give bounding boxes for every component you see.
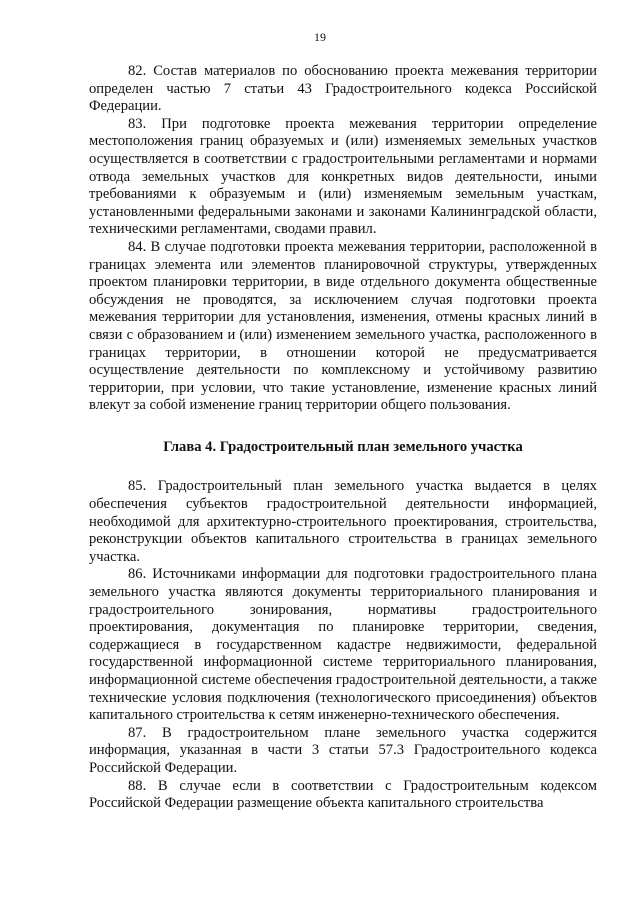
paragraph-number: 82. [128,63,147,79]
paragraph-number: 88. [128,777,147,794]
paragraph-text: В случае подготовки проекта межевания территории, расположенной в границах элемента или элементов планировочной структуры, утвержденных проектом планировки территории, в виде отдельного документа общественные обсуждения не проводятся, за исключением случая подготовки проекта межевания территории для установления, изменения, отмены красных линий в связи с образованием и (или) изменением земельного участка, расположенного в границах территории, в отношении которой не предусматривается осуществление деятельности по комплексному и устойчивому развитию территории, при условии, что такие установление, изменение красных линий влекут за собой изменение границ территории общего пользования. [89,238,597,414]
paragraph-84 [89,239,597,415]
paragraph-87 [89,725,597,778]
paragraph-number: 84. [128,238,147,255]
document-body [89,63,597,813]
paragraph-83 [89,116,597,239]
paragraph-85 [89,478,597,566]
paragraph-text: Состав материалов по обоснованию проекта межевания территории определен частью 7 статьи 43 Градостроительного кодекса Российской Федерации. [89,63,597,115]
paragraph-number: 83. [128,115,147,132]
paragraph-number: 87. [128,724,147,741]
paragraph-82 [89,63,597,116]
paragraph-88 [89,778,597,813]
paragraph-text: Источниками информации для подготовки градостроительного плана земельного участка являются документы территориального планирования и градостроительного зонирования, нормативы градостроительного проектирования, документация по планировке территории, сведения, содержащиеся в государственном кадастре недвижимости, федеральной государственной информационной системе территориального планирования, информационной системе обеспечения градостроительной деятельности, а также технические условия подключения (технологического присоединения) объектов капитального строительства к сетям инженерно-технического обеспечения. [89,566,598,724]
paragraph-text: Градостроительный план земельного участка выдается в целях обеспечения субъектов градостроительной деятельности информацией, необходимой для архитектурно-строительного проектирования, строительства, реконструкции объектов капитального строительства в границах земельного участка. [89,478,597,565]
paragraph-text: В случае если в соответствии с Градостроительным кодексом Российской Федерации размещение объекта капитального строительства [89,777,597,812]
paragraph-86 [89,566,597,724]
paragraph-number: 86. [128,566,147,583]
page-number: 19 [314,30,326,44]
paragraph-number: 85. [128,478,147,495]
paragraph-text: При подготовке проекта межевания территории определение местоположения границ образуемых и (или) изменяемых земельных участков осуществляется в соответствии с градостроительными регламентами и нормами отвода земельных участков для конкретных видов деятельности, иными требованиями к образуемым и (или) изменяемым земельным участкам, установленными федеральными законами и законами Калининградской области, техническими регламентами, сводами правил. [89,115,597,238]
chapter-heading: Глава 4. Градостроительный план земельного участка [163,438,523,455]
paragraph-text: В градостроительном плане земельного участка содержится информация, указанная в части 3 статьи 57.3 Градостроительного кодекса Российской Федерации. [89,724,597,776]
